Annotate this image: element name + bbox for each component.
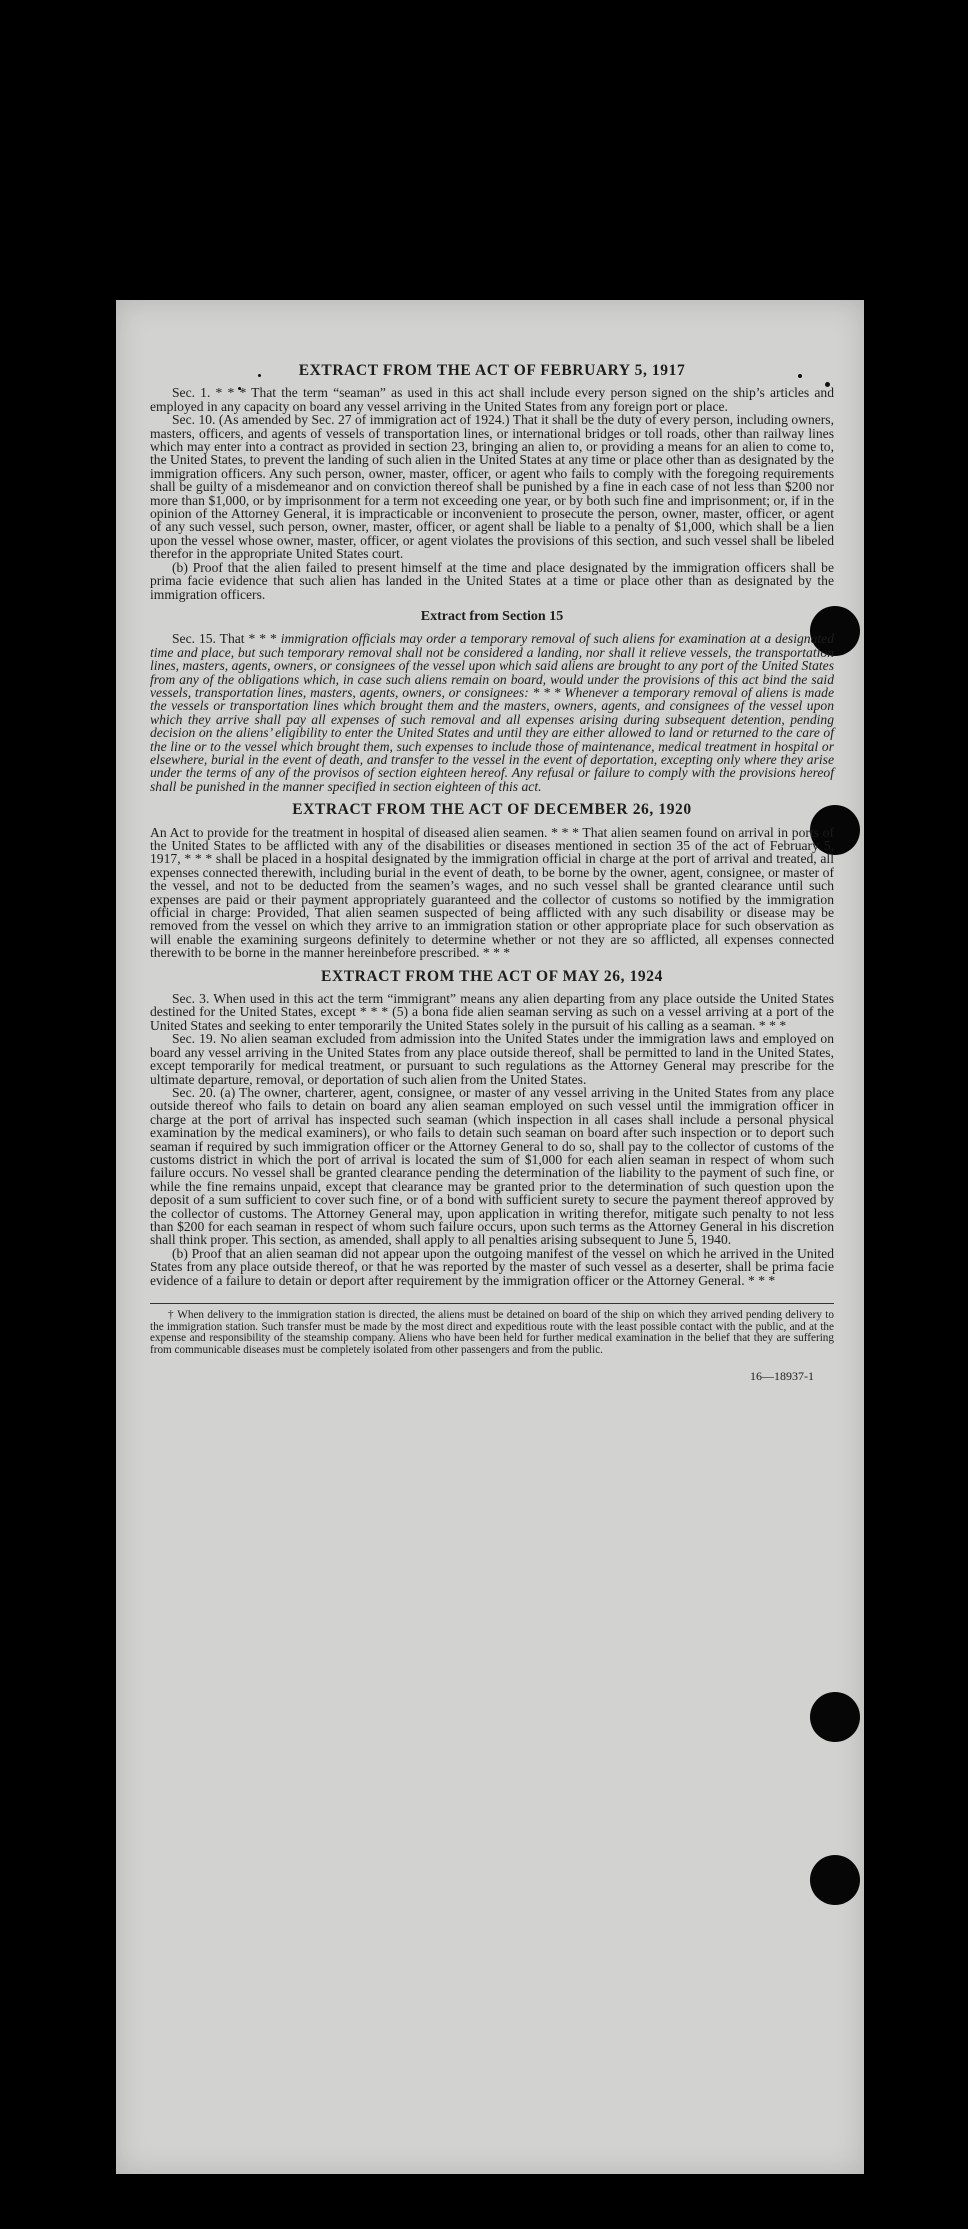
heading-act-1920: EXTRACT FROM THE ACT OF DECEMBER 26, 1920 — [292, 801, 692, 819]
punch-hole — [810, 1692, 860, 1742]
document-number: 16—18937-1 — [750, 1369, 814, 1384]
paragraph-sec-10: Sec. 10. (As amended by Sec. 27 of immigration act of 1924.) That it shall be the duty of every person, including owners, masters, officers, and agents of vessels of transportation lines, or international bridges or toll roads, other than railway lines which may enter into a contract as provided in section 23, bringing an alien to, or providing a means for an alien to come to, the United States, to prevent the landing of such alien in the United States at any time or place other than as designated by the immigration officers. Any such person, owner, master, officer, or agent who fails to comply with the foregoing requirements shall be guilty of a misdemeanor and on conviction thereof shall be punished by a fine in each case of not less than $200 nor more than $1,000, or by imprisonment for a term not exceeding one year, or by both such fine and imprisonment; or, if in the opinion of the Attorney General, it is impracticable or inconvenient to prosecute the person, owner, master, officer, or agent of any such vessel, such person, owner, master, officer, or agent shall be liable to a penalty of $1,000, which shall be a lien upon the vessel whose owner, master, officer, or agent violates the provisions of this section, and such vessel shall be libeled therefor in the appropriate United States court. — [150, 412, 834, 562]
heading-section-15: Extract from Section 15 — [420, 608, 564, 624]
paragraph-sec-20-b: (b) Proof that an alien seaman did not appear upon the outgoing manifest of the vessel on which he arrived in the United States from any place outside thereof, or that he was reported by the master of such vessel as a deserter, shall be prima facie evidence of a failure to detain or deport after requirement by the immigration officer or the Attorney General. * * * — [150, 1245, 834, 1288]
sec-15-italic-text: immigration officials may order a temporary removal of such aliens for examination at a designated time and place, but such temporary removal shall not be considered a landing, nor shall it relieve vessels, the transportation lines, masters, agents, owners, or consignees of the vessel upon which said aliens are brought to any port of the United States from any of the obligations which, in case such aliens remain on board, would under the provisions of this act bind the said vessels, transportation lines, masters, agents, owners, or consignees: * * * Whenever a temporary removal of aliens is made the vessels or transportation lines which brought them and the masters, owners, agents, and consignees of the vessel upon which they arrive shall pay all expenses of such removal and all expenses arising during subsequent detention, pending decision on the aliens’ eligibility to enter the United States and until they are either allowed to land or returned to the care of the line or to the vessel which brought them, such expenses to include those of maintenance, medical treatment in hospital or elsewhere, burial in the event of death, and transfer to the vessel in the event of deportation, excepting only where they arise under the terms of any of the provisos of section eighteen hereof. Any refusal or failure to comply with the provisions hereof shall be punished in the manner specified in section eighteen of this act. — [150, 631, 834, 794]
heading-act-1917: EXTRACT FROM THE ACT OF FEBRUARY 5, 1917 — [298, 362, 686, 379]
paragraph-sec-3: Sec. 3. When used in this act the term “immigrant” means any alien departing from any place outside the United States destined for the United States, except * * * (5) a bona fide alien seaman serving as such on a vessel arriving at a port of the United States and seeking to enter temporarily the United States solely in the pursuit of his calling as a seaman. * * * — [150, 991, 834, 1033]
paragraph-sec-10-b: (b) Proof that the alien failed to present himself at the time and place designated by the immigration officers shall be prima facie evidence that such alien has landed in the United States at a time or place other than as designated by the immigration officers. — [150, 559, 834, 602]
paragraph-sec-1: Sec. 1. * * * That the term “seaman” as used in this act shall include every person signed on the ship’s articles and employed in any capacity on board any vessel arriving in the United States from any foreign port or place. — [150, 385, 834, 414]
paragraph-sec-15 — [150, 632, 834, 793]
document-content — [150, 362, 834, 1384]
document-page — [116, 300, 864, 2174]
paragraph-sec-19: Sec. 19. No alien seaman excluded from admission into the United States under the immigration laws and employed on board any vessel arriving in the United States from any place outside thereof, shall be permitted to land in the United States, except temporarily for medical treatment, or pursuant to such regulations as the Attorney General may prescribe for the ultimate departure, removal, or deportation of such alien from the United States. — [150, 1031, 834, 1087]
heading-act-1924: EXTRACT FROM THE ACT OF MAY 26, 1924 — [321, 967, 663, 985]
sec-15-lead: Sec. 15. That * * * — [172, 631, 281, 647]
paragraph-sec-20-a: Sec. 20. (a) The owner, charterer, agent, consignee, or master of any vessel arriving in the United States from any place outside thereof who fails to detain on board any alien seaman employed on such vessel until the immigration officer in charge at the port of arrival has inspected such seaman (which inspection in all cases shall include a personal physical examination by the medical examiners), or who fails to detain such seaman on board after such inspection or to deport such seaman if required by such immigration officer or the Attorney General to do so, shall pay to the collector of customs of the customs district in which the port of arrival is located the sum of $1,000 for each alien seaman in respect of whom such failure occurs. No vessel shall be granted clearance pending the determination of the liability to the payment of such fine, or while the fine remains unpaid, except that clearance may be granted prior to the determination of such question upon the deposit of a sum sufficient to cover such fine, or of a bond with sufficient surety to secure the payment thereof approved by the collector of customs. The Attorney General may, upon application in writing therefor, mitigate such penalty to not less than $200 for each seaman in respect of whom such failure occurs, upon such terms as the Attorney General in his discretion shall think proper. This section, as amended, shall apply to all penalties arising subsequent to June 5, 1940. — [150, 1084, 834, 1248]
punch-hole — [810, 1855, 860, 1905]
footnote: † When delivery to the immigration station is directed, the aliens must be detained on board of the ship on which they arrived pending delivery to the immigration station. Such transfer must be made by the most direct and expeditious route with the least possible contact with the public, and at the expense and responsibility of the steamship company. Aliens who have been held for further medical examination in the belief that they are suffering from communicable diseases must be completely isolated from other passengers and from the public. — [150, 1303, 834, 1356]
paragraph-act-1920: An Act to provide for the treatment in hospital of diseased alien seamen. * * * That alien seamen found on arrival in ports of the United States to be afflicted with any of the disabilities or diseases mentioned in section 35 of the act of February 5, 1917, * * * shall be placed in a hospital designated by the immigration official in charge at the port of arrival and treated, all expenses connected therewith, including burial in the event of death, to be borne by the owner, agent, consignee, or master of the vessel, and not to be deducted from the seamen’s wages, and no such vessel shall be granted clearance until such expenses are paid or their payment appropriately guaranteed and the collector of customs so notified by the immigration official in charge: Provided, That alien seamen suspected of being afflicted with any such disability or disease may be removed from the vessel on which they arrive to an immigration station or other appropriate place for such observation as will enable the examining surgeons definitely to determine whether or not they are so afflicted, all expenses connected therewith to be borne in the manner hereinbefore prescribed. * * * — [150, 824, 834, 961]
